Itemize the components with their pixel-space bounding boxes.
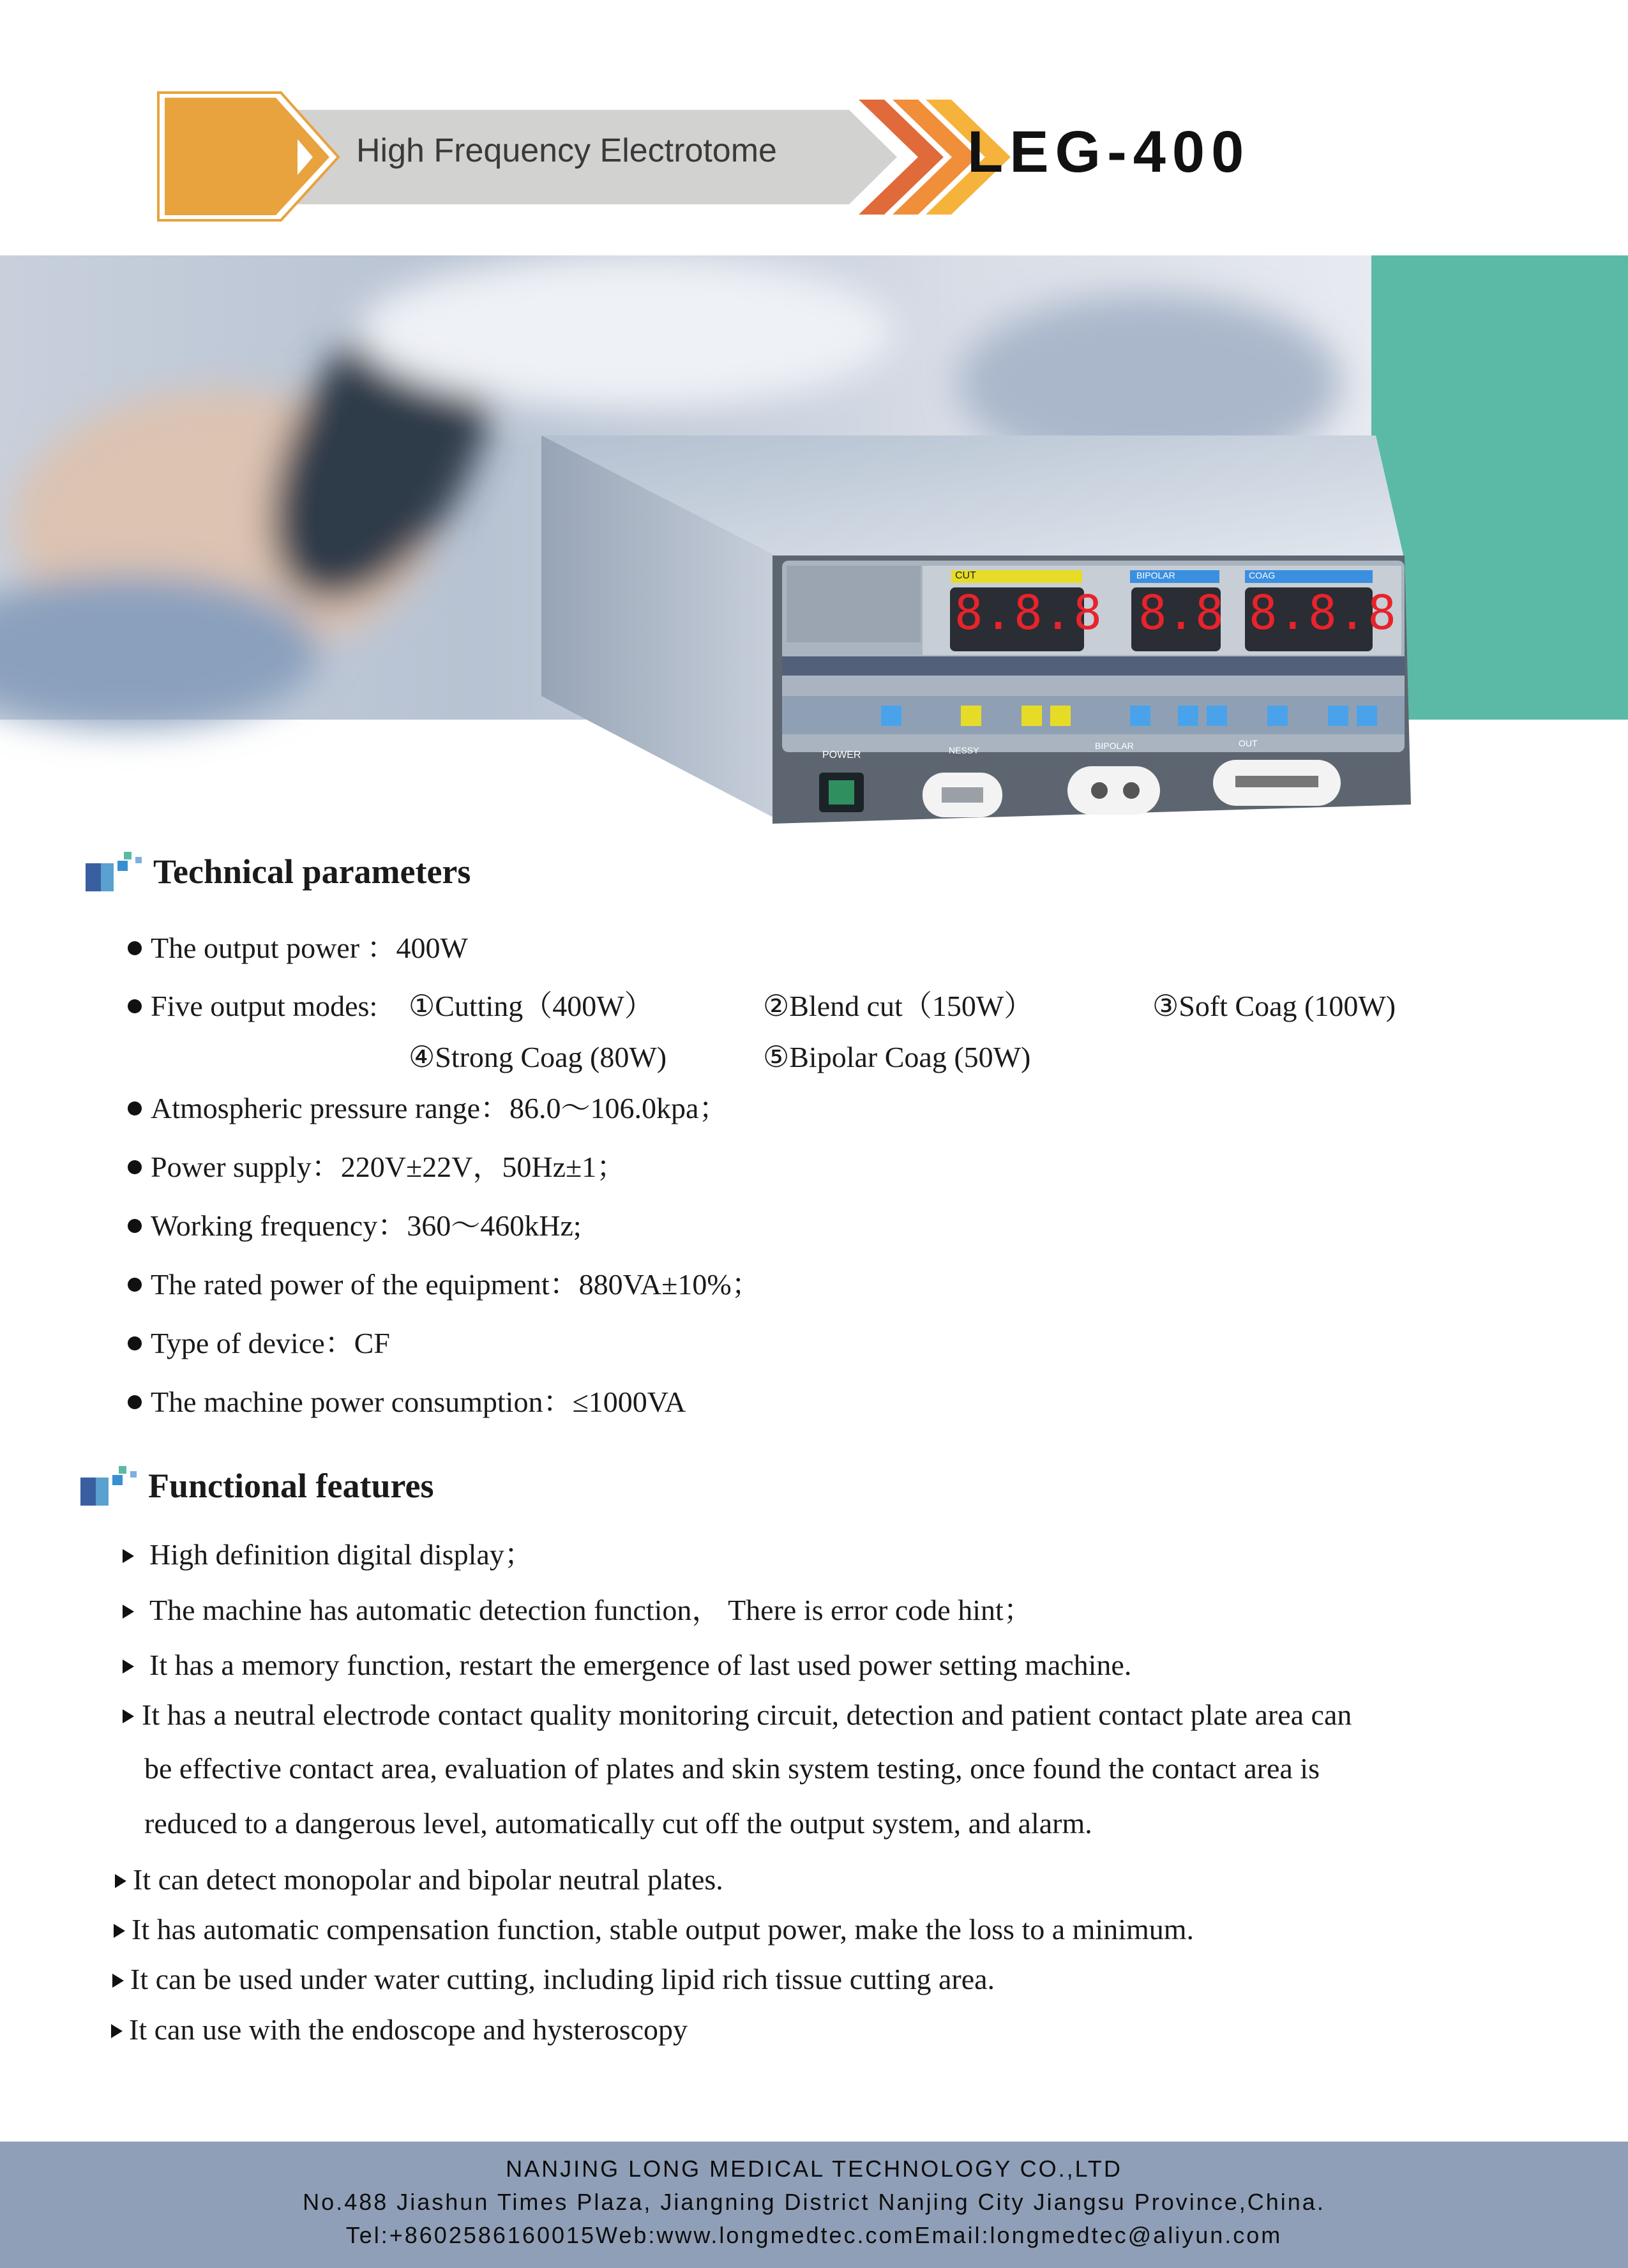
cut-label: CUT — [955, 570, 976, 581]
mode-cutting: ①Cutting（400W） — [409, 990, 654, 1022]
footer-address: No.488 Jiashun Times Plaza, Jiangning District Nanjing City Jiangsu Province,China. — [303, 2189, 1325, 2215]
feature-endoscope: It can use with the endoscope and hysteroscopy — [111, 2011, 688, 2049]
mode-soft-coag: ③Soft Coag (100W) — [1152, 990, 1396, 1022]
param-rated-power: The rated power of the equipment：880VA±10%； — [128, 1266, 761, 1304]
mode-blend-cut: ②Blend cut（150W） — [763, 990, 1034, 1022]
banner-product-name: High Frequency Electrotome — [356, 132, 777, 169]
header-banner — [0, 0, 1628, 255]
param-modes: Five output modes: — [128, 987, 377, 1025]
feature-auto-detection: The machine has automatic detection function， There is error code hint； — [123, 1591, 1033, 1629]
mode-strong-coag: ④Strong Coag (80W) — [409, 1041, 667, 1073]
param-frequency: Working frequency：360～460kHz; — [128, 1207, 582, 1245]
param-power-supply: Power supply：220V±22V，50Hz±1； — [128, 1148, 626, 1186]
coag-display: 8.8.8 — [1249, 586, 1398, 640]
feature-water-cutting: It can be used under water cutting, including lipid rich tissue cutting area. — [112, 1960, 995, 1999]
footer-contact: Tel:+8602586160015Web:www.longmedtec.comEmail:longmedtec@aliyun.com — [345, 2222, 1283, 2248]
model-number: LEG-400 — [967, 119, 1251, 185]
footer-company: NANJING LONG MEDICAL TECHNOLOGY CO.,LTD — [506, 2156, 1122, 2182]
section-squares-icon — [83, 849, 147, 894]
feature-neutral-electrode-line2: be effective contact area, evaluation of plates and skin system testing, once found the contact area is — [144, 1752, 1320, 1785]
hero-device-image — [0, 255, 1628, 830]
section-squares-icon — [78, 1463, 142, 1508]
bipolar-label: BIPOLAR — [1136, 570, 1175, 580]
functional-features-title: Functional features — [148, 1467, 434, 1505]
feature-detect-plates: It can detect monopolar and bipolar neutral plates. — [115, 1861, 723, 1899]
feature-compensation: It has automatic compensation function, stable output power, make the loss to a minimum. — [114, 1910, 1194, 1949]
mode-bipolar-coag: ⑤Bipolar Coag (50W) — [763, 1041, 1031, 1073]
param-output-power: The output power ：400W — [128, 929, 468, 967]
param-device-type: Type of device：CF — [128, 1324, 390, 1363]
functional-features-heading — [78, 1463, 433, 1508]
feature-memory: It has a memory function, restart the emergence of last used power setting machine. — [123, 1646, 1131, 1684]
param-power-consumption: The machine power consumption：≤1000VA — [128, 1383, 686, 1421]
cut-display: 8.8.8 — [954, 586, 1103, 640]
feature-display: High definition digital display； — [123, 1536, 534, 1574]
power-label: POWER — [822, 750, 861, 760]
feature-neutral-electrode-line3: reduced to a dangerous level, automatically cut off the output system, and alarm. — [144, 1807, 1092, 1840]
bipolar-display: 8.8 — [1138, 586, 1224, 640]
out-label: OUT — [1239, 738, 1258, 748]
nessy-label: NESSY — [949, 745, 979, 755]
param-pressure: Atmospheric pressure range：86.0～106.0kpa； — [128, 1089, 728, 1128]
coag-label: COAG — [1249, 570, 1276, 580]
technical-parameters-heading — [83, 849, 471, 894]
feature-neutral-electrode: It has a neutral electrode contact quality monitoring circuit, detection and patient contact plate area can — [123, 1696, 1352, 1734]
footer — [0, 2142, 1628, 2268]
technical-parameters-title: Technical parameters — [153, 852, 471, 891]
bipolar-port-label: BIPOLAR — [1095, 741, 1134, 751]
